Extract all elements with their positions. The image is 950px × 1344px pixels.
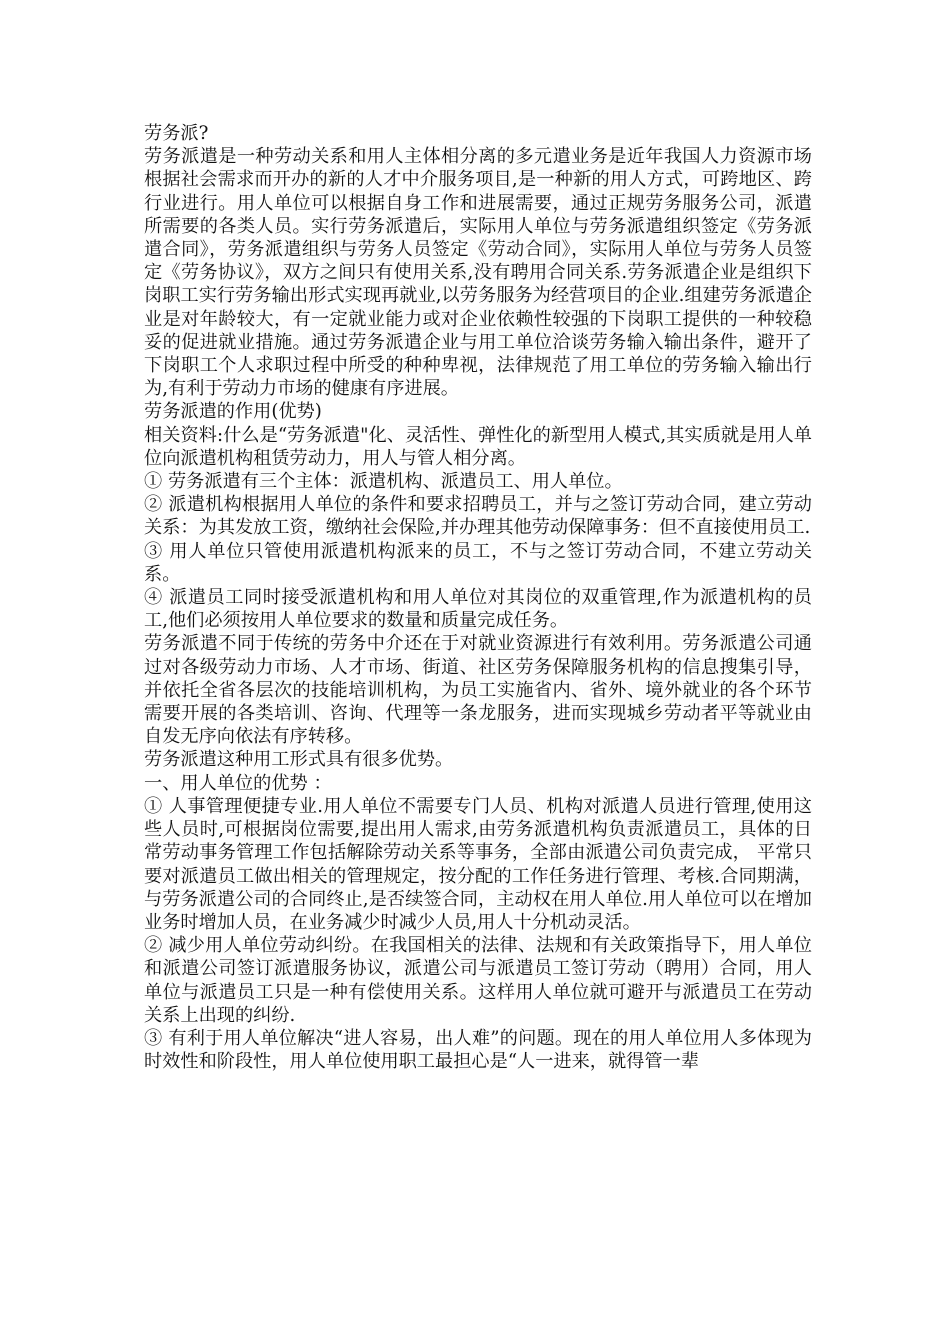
document-page <box>144 122 812 1073</box>
list-item: ① 劳务派遣有三个主体：派遣机构、派遣员工、用人单位。 <box>144 471 623 493</box>
section-heading-employer: 一、用人单位的优势 ： <box>144 772 332 794</box>
section-heading-role: 劳务派遣的作用(优势) <box>144 401 322 423</box>
list-item: ② 减少用人单位劳动纠纷。在我国相关的法律、法规和有关政策指导下，用人单位和派遣公司签订派遣服务协议，派遣公司与派遣员工签订劳动（聘用）合同，用人单位与派遣员工只是一种有偿使用关系。这样用人单位就可避开与派遣员工在劳动关系上出现的纠纷. <box>144 935 812 1026</box>
body-paragraph: 劳务派遣这种用工形式具有很多优势。 <box>144 749 454 771</box>
related-info-paragraph: 相关资料:什么是“劳务派遣"化、灵活性、弹性化的新型用人模式,其实质就是用人单位向派遣机构租赁劳动力，用人与管人相分离。 <box>144 424 812 469</box>
list-item: ② 派遣机构根据用人单位的条件和要求招聘员工，并与之签订劳动合同，建立劳动关系：为其发放工资，缴纳社会保险,并办理其他劳动保障事务：但不直接使用员工. <box>144 494 812 539</box>
list-item: ③ 用人单位只管使用派遣机构派来的员工，不与之签订劳动合同，不建立劳动关系。 <box>144 540 812 585</box>
document-title: 劳务派? <box>144 123 209 144</box>
body-paragraph: 劳务派遣不同于传统的劳务中介还在于对就业资源进行有效利用。劳务派遣公司通过对各级劳动力市场、人才市场、街道、社区劳务保障服务机构的信息搜集引导，并依托全省各层次的技能培训机构，为员工实施省内、省外、境外就业的各个环节需要开展的各类培训、咨询、代理等一条龙服务，进而实现城乡劳动者平等就业由自发无序向依法有序转移。 <box>144 633 812 748</box>
intro-paragraph: 劳务派遣是一种劳动关系和用人主体相分离的多元遣业务是近年我国人力资源市场根据社会需求而开办的新的人才中介服务项目,是一种新的用人方式，可跨地区、跨行业进行。用人单位可以根据自身工作和进展需要，通过正规劳务服务公司，派遣所需要的各类人员。实行劳务派遣后，实际用人单位与劳务派遣组织签定《劳务派遣合同》，劳务派遣组织与劳务人员签定《劳动合同》，实际用人单位与劳务人员签定《劳务协议》，双方之间只有使用关系,没有聘用合同关系.劳务派遣企业是组织下岗职工实行劳务输出形式实现再就业,以劳务服务为经营项目的企业.组建劳务派遣企业是对年龄较大，有一定就业能力或对企业依赖性较强的下岗职工提供的一种较稳妥的促进就业措施。通过劳务派遣企业与用工单位洽谈劳务输入输出条件，避开了下岗职工个人求职过程中所受的种种卑视，法律规范了用工单位的劳务输入输出行为,有利于劳动力市场的健康有序进展。 <box>144 146 812 400</box>
list-item: ① 人事管理便捷专业.用人单位不需要专门人员、机构对派遣人员进行管理,使用这些人员时,可根据岗位需要,提出用人需求,由劳务派遣机构负责派遣员工，具体的日常劳动事务管理工作包括解除劳动关系等事务，全部由派遣公司负责完成， 平常只要对派遣员工做出相关的管理规定，按分配的工作任务进行管理、考核.合同期满，与劳务派遣公司的合同终止,是否续签合同，主动权在用人单位.用人单位可以在增加业务时增加人员，在业务减少时减少人员,用人十分机动灵活。 <box>144 795 812 933</box>
list-item: ③ 有利于用人单位解决“进人容易，出人难”的问题。现在的用人单位用人多体现为时效性和阶段性，用人单位使用职工最担心是“人一进来，就得管一辈 <box>144 1027 812 1073</box>
list-item: ④ 派遣员工同时接受派遣机构和用人单位对其岗位的双重管理,作为派遣机构的员工,他们必须按用人单位要求的数量和质量完成任务。 <box>144 587 812 632</box>
